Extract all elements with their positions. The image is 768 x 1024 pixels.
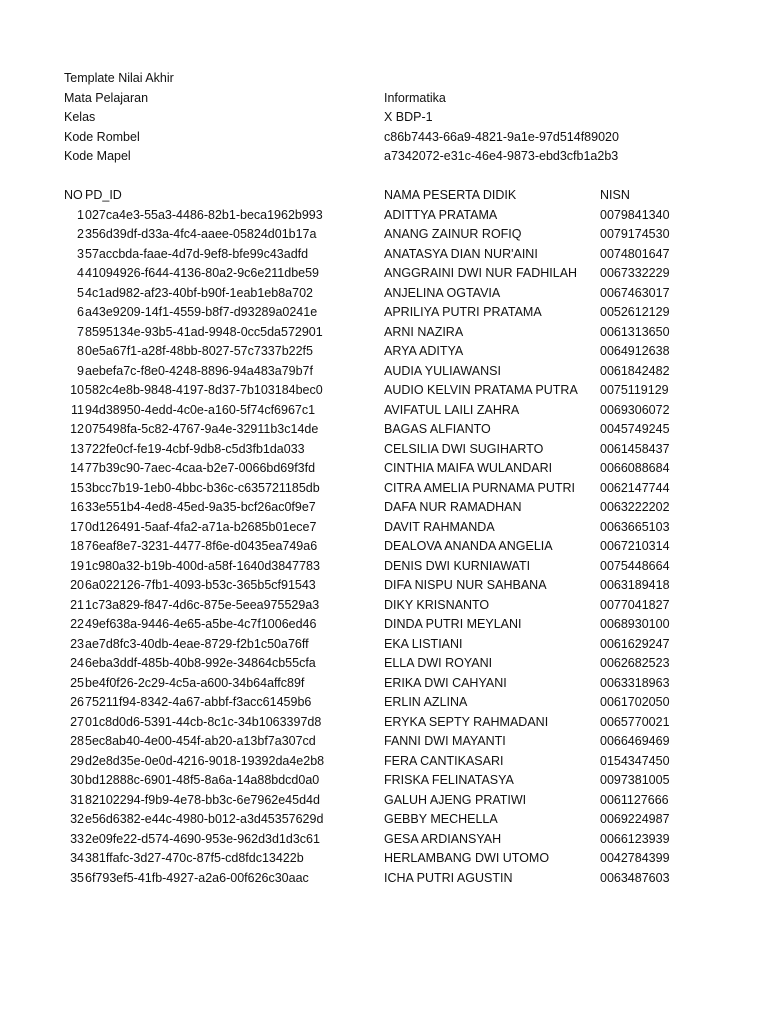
cell-pd-id: 0d126491-5aaf-4fa2-a71a-b2685b01ece7 (85, 519, 317, 534)
cell-no: 3 (77, 246, 84, 261)
cell-no: 19 (70, 558, 84, 573)
cell-nama: FRISKA FELINATASYA (384, 773, 514, 787)
cell-nisn: 0097381005 (600, 773, 670, 787)
cell-pd-id: d2e8d35e-0e0d-4216-9018-19392da4e2b8 (85, 753, 325, 768)
cell-nama: ARNI NAZIRA (384, 324, 464, 339)
cell-nama: FANNI DWI MAYANTI (384, 734, 506, 748)
cell-no: 13 (70, 441, 84, 456)
cell-nama: AVIFATUL LAILI ZAHRA (384, 402, 520, 417)
cell-nisn: 0079841340 (600, 207, 670, 222)
table-row (64, 713, 704, 733)
cell-nama: CELSILIA DWI SUGIHARTO (384, 441, 544, 456)
cell-nisn: 0063665103 (600, 519, 670, 534)
cell-no: 18 (70, 539, 84, 553)
meta-value: a7342072-e31c-46e4-9873-ebd3cfb1a2b3 (384, 149, 619, 163)
cell-no: 24 (70, 656, 84, 670)
table-row (64, 752, 704, 772)
cell-nisn: 0061842482 (600, 363, 670, 378)
cell-no: 26 (70, 695, 84, 709)
cell-nisn: 0045749245 (600, 422, 670, 436)
cell-nisn: 0061702050 (600, 695, 670, 709)
cell-nama: ELLA DWI ROYANI (384, 656, 493, 670)
table-header-row (64, 186, 704, 206)
cell-nama: EKA LISTIANI (384, 636, 463, 651)
table-row (64, 206, 704, 226)
cell-no: 31 (70, 792, 84, 807)
cell-no: 14 (70, 461, 84, 475)
cell-nisn: 0052612129 (600, 305, 670, 319)
table-row (64, 635, 704, 655)
cell-pd-id: 82102294-f9b9-4e78-bb3c-6e7962e45d4d (85, 792, 320, 807)
cell-pd-id: 75211f94-8342-4a67-abbf-f3acc61459b6 (85, 695, 312, 709)
cell-no: 23 (70, 636, 84, 651)
cell-pd-id: 582c4e8b-9848-4197-8d37-7b103184bec0 (85, 383, 323, 397)
meta-value: c86b7443-66a9-4821-9a1e-97d514f89020 (384, 129, 619, 144)
document-title: Template Nilai Akhir (64, 71, 174, 85)
cell-nisn: 0077041827 (600, 597, 670, 612)
cell-nisn: 0075119129 (600, 383, 669, 397)
cell-nisn: 0061629247 (600, 636, 670, 651)
cell-no: 15 (70, 480, 84, 495)
cell-nama: ANATASYA DIAN NUR'AINI (384, 246, 538, 261)
cell-nisn: 0062147744 (600, 480, 670, 495)
cell-nisn: 0063189418 (600, 578, 670, 592)
cell-nama: ANANG ZAINUR ROFIQ (384, 227, 522, 241)
cell-nisn: 0066123939 (600, 831, 670, 846)
cell-no: 28 (70, 734, 84, 748)
table-row (64, 537, 704, 557)
cell-nisn: 0061313650 (600, 324, 670, 339)
meta-label: Kode Mapel (64, 149, 131, 163)
cell-pd-id: 76eaf8e7-3231-4477-8f6e-d0435ea749a6 (85, 539, 318, 553)
cell-no: 5 (77, 285, 84, 300)
cell-pd-id: 075498fa-5c82-4767-9a4e-32911b3c14de (85, 422, 319, 436)
cell-no: 25 (70, 675, 84, 690)
cell-no: 33 (70, 831, 84, 846)
column-header-nisn: NISN (600, 188, 630, 202)
cell-no: 32 (70, 812, 84, 826)
cell-no: 9 (77, 363, 84, 378)
cell-no: 16 (70, 500, 84, 514)
table-row (64, 576, 704, 596)
table-row (64, 323, 704, 343)
cell-pd-id: 6a022126-7fb1-4093-b53c-365b5cf91543 (85, 578, 316, 592)
cell-nisn: 0075448664 (600, 558, 670, 573)
cell-nama: ICHA PUTRI AGUSTIN (384, 870, 513, 885)
column-header-nama: NAMA PESERTA DIDIK (384, 188, 517, 202)
cell-nama: ANJELINA OGTAVIA (384, 285, 501, 300)
cell-nisn: 0061127666 (600, 792, 669, 807)
cell-pd-id: 2e09fe22-d574-4690-953e-962d3d1d3c61 (85, 831, 320, 846)
cell-pd-id: 3bcc7b19-1eb0-4bbc-b36c-c635721185db (85, 480, 320, 495)
table-row (64, 693, 704, 713)
cell-nama: GESA ARDIANSYAH (384, 831, 502, 846)
cell-no: 34 (70, 851, 84, 865)
table-row (64, 420, 704, 440)
document-title-row (64, 69, 704, 89)
cell-no: 7 (77, 324, 84, 339)
cell-nama: HERLAMBANG DWI UTOMO (384, 851, 550, 865)
cell-pd-id: 57accbda-faae-4d7d-9ef8-bfe99c43adfd (85, 246, 309, 261)
cell-no: 2 (77, 227, 84, 241)
cell-pd-id: 381ffafc-3d27-470c-87f5-cd8fdc13422b (85, 851, 304, 865)
cell-nama: DENIS DWI KURNIAWATI (384, 558, 531, 573)
cell-no: 8 (77, 344, 84, 358)
cell-pd-id: 49ef638a-9446-4e65-a5be-4c7f1006ed46 (85, 617, 317, 631)
cell-nisn: 0067210314 (600, 539, 670, 553)
cell-pd-id: a43e9209-14f1-4559-b8f7-d93289a0241e (85, 305, 318, 319)
cell-nama: GEBBY MECHELLA (384, 812, 498, 826)
table-row (64, 303, 704, 323)
cell-nisn: 0062682523 (600, 656, 670, 670)
cell-nama: BAGAS ALFIANTO (384, 422, 491, 436)
cell-no: 1 (77, 207, 84, 222)
meta-row-kelas (64, 108, 704, 128)
cell-no: 20 (70, 578, 84, 592)
meta-value: X BDP-1 (384, 110, 433, 124)
cell-nama: CITRA AMELIA PURNAMA PUTRI (384, 480, 576, 495)
cell-nama: ARYA ADITYA (384, 344, 464, 358)
spacer (64, 167, 704, 187)
table-row (64, 615, 704, 635)
meta-row-kode-mapel (64, 147, 704, 167)
column-header-pd-id: PD_ID (85, 188, 122, 202)
table-row (64, 362, 704, 382)
cell-pd-id: 4c1ad982-af23-40bf-b90f-1eab1eb8a702 (85, 285, 313, 300)
cell-nisn: 0061458437 (600, 441, 670, 456)
cell-nisn: 0042784399 (600, 851, 670, 865)
cell-nama: ADITTYA PRATAMA (384, 207, 498, 222)
cell-no: 29 (70, 753, 84, 768)
cell-no: 4 (77, 266, 84, 280)
table-row (64, 518, 704, 538)
cell-pd-id: 722fe0cf-fe19-4cbf-9db8-c5d3fb1da033 (85, 441, 305, 456)
cell-no: 35 (70, 870, 84, 885)
cell-pd-id: 6eba3ddf-485b-40b8-992e-34864cb55cfa (85, 656, 316, 670)
cell-no: 22 (70, 617, 84, 631)
table-row (64, 284, 704, 304)
cell-nama: FERA CANTIKASARI (384, 753, 504, 768)
cell-nama: ERLIN AZLINA (384, 695, 468, 709)
cell-pd-id: 01c8d0d6-5391-44cb-8c1c-34b1063397d8 (85, 714, 322, 729)
cell-nisn: 0067332229 (600, 266, 670, 280)
cell-nisn: 0068930100 (600, 617, 670, 631)
cell-pd-id: e56d6382-e44c-4980-b012-a3d45357629d (85, 812, 324, 826)
cell-nisn: 0074801647 (600, 246, 670, 261)
table-row (64, 557, 704, 577)
cell-nisn: 0063222202 (600, 500, 670, 514)
table-row (64, 791, 704, 811)
table-row (64, 225, 704, 245)
cell-nama: DAVIT RAHMANDA (384, 519, 495, 534)
meta-row-kode-rombel (64, 128, 704, 148)
cell-nama: GALUH AJENG PRATIWI (384, 792, 527, 807)
meta-value: Informatika (384, 90, 446, 105)
table-row (64, 654, 704, 674)
cell-pd-id: 1c980a32-b19b-400d-a58f-1640d3847783 (85, 558, 320, 573)
cell-nama: DIFA NISPU NUR SAHBANA (384, 578, 547, 592)
cell-pd-id: 027ca4e3-55a3-4486-82b1-beca1962b993 (85, 207, 323, 222)
cell-nisn: 0067463017 (600, 285, 670, 300)
cell-nama: ANGGRAINI DWI NUR FADHILAH (384, 266, 578, 280)
cell-no: 21 (70, 597, 84, 612)
cell-no: 17 (70, 519, 84, 534)
cell-pd-id: 77b39c90-7aec-4caa-b2e7-0066bd69f3fd (85, 461, 316, 475)
cell-nisn: 0079174530 (600, 227, 670, 241)
cell-nisn: 0066469469 (600, 734, 670, 748)
cell-nisn: 0069306072 (600, 402, 670, 417)
table-row (64, 440, 704, 460)
cell-nama: CINTHIA MAIFA WULANDARI (384, 461, 553, 475)
cell-pd-id: 41094926-f644-4136-80a2-9c6e211dbe59 (85, 266, 320, 280)
table-row (64, 479, 704, 499)
cell-no: 27 (70, 714, 84, 729)
cell-nama: DIKY KRISNANTO (384, 597, 490, 612)
table-row (64, 401, 704, 421)
meta-label: Mata Pelajaran (64, 90, 149, 105)
cell-nisn: 0063318963 (600, 675, 670, 690)
cell-pd-id: ae7d8fc3-40db-4eae-8729-f2b1c50a76ff (85, 636, 309, 651)
cell-pd-id: 6f793ef5-41fb-4927-a2a6-00f626c30aac (85, 870, 309, 885)
cell-pd-id: be4f0f26-2c29-4c5a-a600-34b64affc89f (85, 675, 305, 690)
table-row (64, 771, 704, 791)
table-row (64, 498, 704, 518)
cell-nisn: 0066088684 (600, 461, 670, 475)
table-row (64, 674, 704, 694)
cell-nama: DEALOVA ANANDA ANGELIA (384, 539, 553, 553)
table-row (64, 596, 704, 616)
table-row (64, 849, 704, 869)
cell-nisn: 0064912638 (600, 344, 670, 358)
cell-nama: ERIKA DWI CAHYANI (384, 675, 507, 690)
meta-row-mata-pelajaran (64, 89, 704, 109)
cell-pd-id: bd12888c-6901-48f5-8a6a-14a88bdcd0a0 (85, 773, 320, 787)
cell-pd-id: 356d39df-d33a-4fc4-aaee-05824d01b17a (85, 227, 317, 241)
table-row (64, 830, 704, 850)
cell-pd-id: 94d38950-4edd-4c0e-a160-5f74cf6967c1 (85, 402, 316, 417)
cell-pd-id: 33e551b4-4ed8-45ed-9a35-bcf26ac0f9e7 (85, 500, 316, 514)
cell-nisn: 0065770021 (600, 714, 670, 729)
cell-nama: APRILIYA PUTRI PRATAMA (384, 305, 542, 319)
cell-no: 6 (77, 305, 84, 319)
cell-pd-id: aebefa7c-f8e0-4248-8896-94a483a79b7f (85, 363, 313, 378)
cell-nama: ERYKA SEPTY RAHMADANI (384, 714, 549, 729)
cell-nisn: 0154347450 (600, 753, 670, 768)
table-row (64, 869, 704, 889)
meta-label: Kelas (64, 110, 96, 124)
table-row (64, 732, 704, 752)
cell-nama: AUDIO KELVIN PRATAMA PUTRA (384, 383, 578, 397)
table-body (64, 206, 704, 889)
cell-pd-id: 1c73a829-f847-4d6c-875e-5eea975529a3 (85, 597, 320, 612)
cell-no: 12 (70, 422, 84, 436)
cell-nama: DAFA NUR RAMADHAN (384, 500, 522, 514)
cell-nisn: 0069224987 (600, 812, 670, 826)
meta-label: Kode Rombel (64, 129, 140, 144)
table-row (64, 264, 704, 284)
column-header-no: NO (64, 188, 83, 202)
cell-no: 11 (71, 402, 84, 417)
cell-no: 30 (70, 773, 84, 787)
table-row (64, 245, 704, 265)
cell-nama: DINDA PUTRI MEYLANI (384, 617, 522, 631)
cell-no: 10 (70, 383, 84, 397)
cell-pd-id: 8595134e-93b5-41ad-9948-0cc5da572901 (85, 324, 323, 339)
table-row (64, 342, 704, 362)
cell-pd-id: 0e5a67f1-a28f-48bb-8027-57c7337b22f5 (85, 344, 313, 358)
table-row (64, 810, 704, 830)
cell-nisn: 0063487603 (600, 870, 670, 885)
document-sheet (64, 69, 704, 888)
cell-pd-id: 5ec8ab40-4e00-454f-ab20-a13bf7a307cd (85, 734, 316, 748)
table-row (64, 459, 704, 479)
table-row (64, 381, 704, 401)
cell-nama: AUDIA YULIAWANSI (384, 363, 501, 378)
